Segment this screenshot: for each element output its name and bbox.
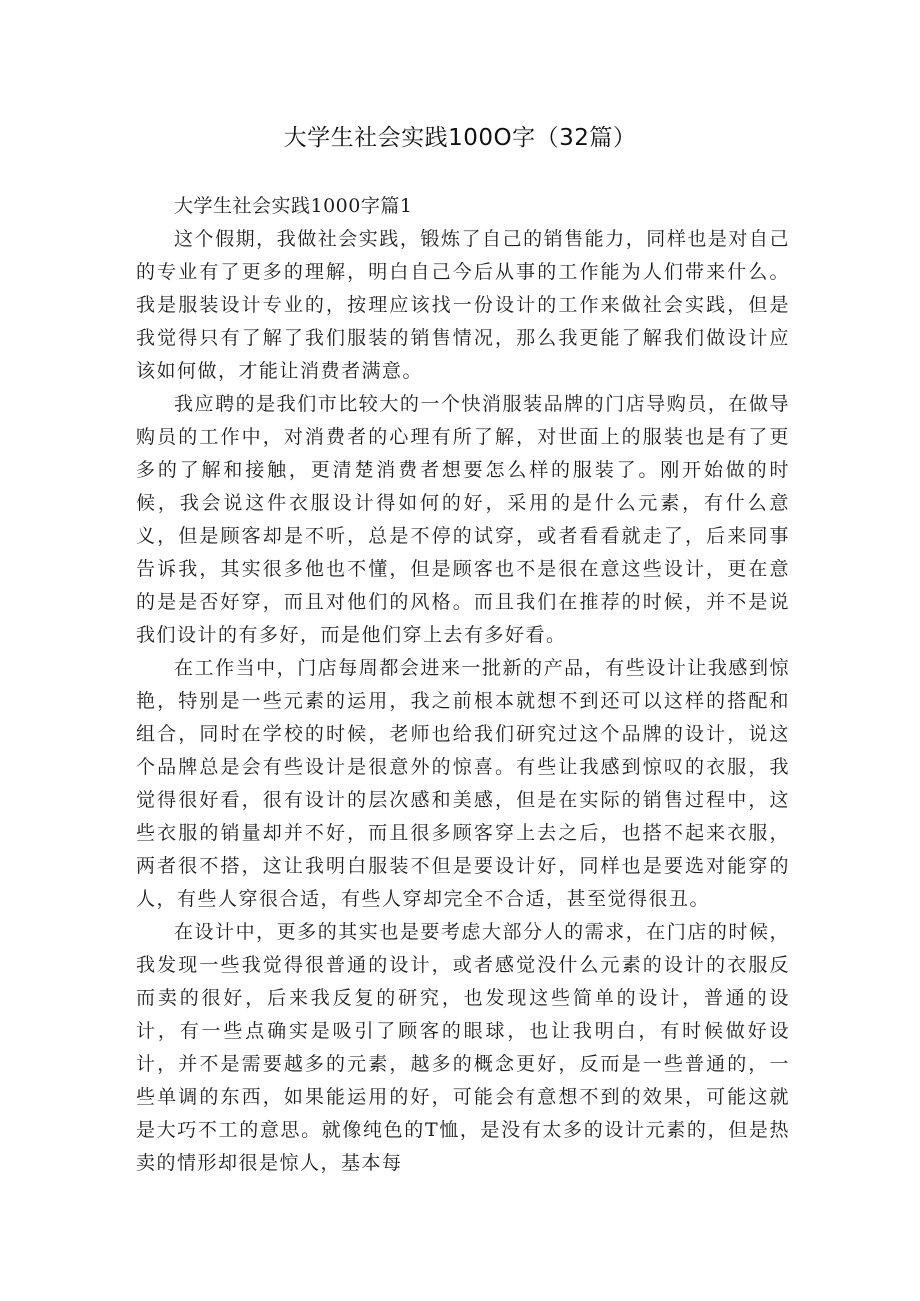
paragraph-1: 这个假期，我做社会实践，锻炼了自己的销售能力，同样也是对自己的专业有了更多的理解，明白自己今后从事的工作能为人们带来什么。我是服装设计专业的，按理应该找一份设计的工作来做社会实践，但是我觉得只有了解了我们服装的销售情况，那么我更能了解我们做设计应该如何做，才能让消费者满意。	[136, 228, 790, 382]
document-body	[136, 190, 790, 1180]
section-heading: 大学生社会实践1000字篇1	[174, 195, 413, 217]
paragraph-4: 在设计中，更多的其实也是要考虑大部分人的需求，在门店的时候，我发现一些我觉得很普通的设计，或者感觉没什么元素的设计的衣服反而卖的很好，后来我反复的研究，也发现这些简单的设计，普通的设计，有一些点确实是吸引了顾客的眼球，也让我明白，有时候做好设计，并不是需要越多的元素，越多的概念更好，反而是一些普通的，一些单调的东西，如果能运用的好，可能会有意想不到的效果，可能这就是大巧不工的意思。就像纯色的T恤，是没有太多的设计元素的，但是热卖的情形却很是惊人，基本每	[136, 921, 790, 1174]
paragraph-3: 在工作当中，门店每周都会进来一批新的产品，有些设计让我感到惊艳，特别是一些元素的运用，我之前根本就想不到还可以这样的搭配和组合，同时在学校的时候，老师也给我们研究过这个品牌的设计，说这个品牌总是会有些设计是很意外的惊喜。有些让我感到惊叹的衣服，我觉得很好看，很有设计的层次感和美感，但是在实际的销售过程中，这些衣服的销量却并不好，而且很多顾客穿上去之后，也搭不起来衣服，两者很不搭，这让我明白服装不但是要设计好，同样也是要选对能穿的人，有些人穿很合适，有些人穿却完全不合适，甚至觉得很丑。	[136, 657, 790, 910]
document-title: 大学生社会实践100O字（32篇）	[283, 125, 637, 151]
paragraph-2: 我应聘的是我们市比较大的一个快消服装品牌的门店导购员，在做导购员的工作中，对消费者的心理有所了解，对世面上的服装也是有了更多的了解和接触，更清楚消费者想要怎么样的服装了。刚开始做的时候，我会说这件衣服设计得如何的好，采用的是什么元素，有什么意义，但是顾客却是不听，总是不停的试穿，或者看看就走了，后来同事告诉我，其实很多他也不懂，但是顾客也不是很在意这些设计，更在意的是是否好穿，而且对他们的风格。而且我们在推荐的时候，并不是说我们设计的有多好，而是他们穿上去有多好看。	[136, 393, 790, 646]
